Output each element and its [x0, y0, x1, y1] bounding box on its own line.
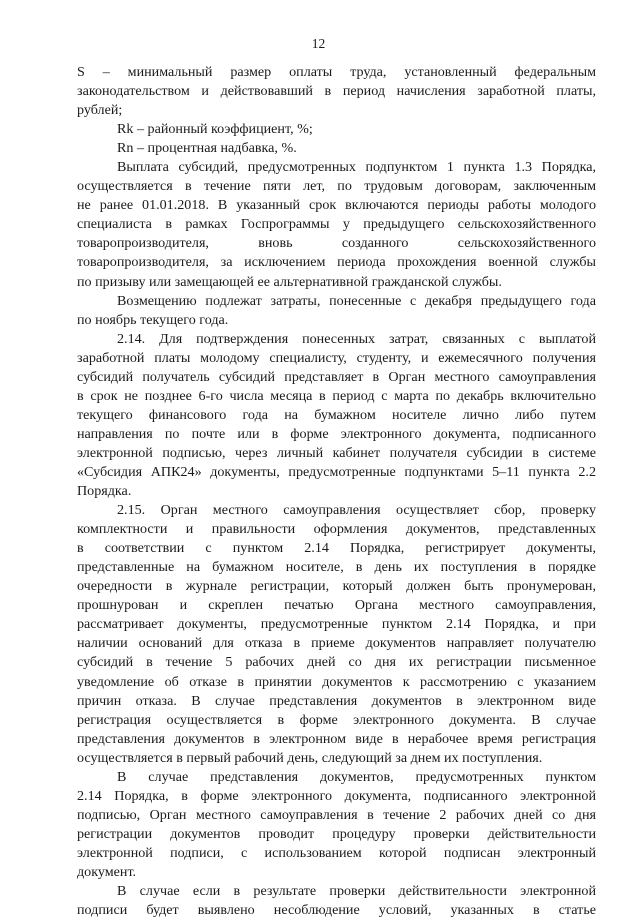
text-line: В случае представления документов, предусмотренных пунктом — [117, 768, 596, 785]
text-line: Порядка. — [77, 483, 132, 500]
page-number: 12 — [311, 36, 326, 51]
text-line: товаропроизводителя, вновь созданного сельскохозяйственного — [77, 235, 596, 252]
text-line: наличии оснований для отказа в приеме документов направляет получателю — [77, 635, 596, 652]
text-line: представления документов в электронном виде в нерабочее время регистрация — [77, 730, 596, 747]
document-body — [77, 63, 596, 920]
text-line: законодательством и действовавший в период начисления заработной платы, — [77, 83, 596, 100]
text-line: регистрации документов проводит процедуру проверки действительности — [77, 825, 596, 842]
text-line: в срок не позднее 6-го числа месяца в период с марта по декабрь включительно — [77, 387, 596, 404]
text-line: рассматривает документы, предусмотренные пунктом 2.14 Порядка, и при — [77, 616, 596, 633]
text-line: В случае если в результате проверки действительности электронной — [117, 883, 596, 900]
text-line: регистрация осуществляется в форме электронного документа. В случае — [77, 711, 596, 728]
text-line: комплектности и правильности оформления документов, представленных — [77, 521, 596, 538]
text-line: не ранее 01.01.2018. В указанный срок включаются периоды работы молодого — [77, 197, 596, 214]
text-line: товаропроизводителя, за исключением периода прохождения военной службы — [77, 254, 596, 271]
text-line: осуществляется в первый рабочий день, следующий за днем их поступления. — [77, 749, 543, 766]
text-line: уведомление об отказе в принятии документов к рассмотрению с указанием — [77, 673, 596, 690]
text-line: причин отказа. В случае представления документов в электронном виде — [77, 692, 596, 709]
text-line: электронной подписи, с использованием которой подписан электронный — [77, 844, 596, 861]
text-line: заработной платы молодому специалисту, студенту, и ежемесячного получения — [77, 349, 596, 366]
text-line: Выплата субсидий, предусмотренных подпунктом 1 пункта 1.3 Порядка, — [117, 159, 596, 176]
text-line: представленные на бумажном носителе, в день их поступления в порядке — [77, 559, 596, 576]
text-line: подписи будет выявлено несоблюдение условий, указанных в статье — [77, 902, 596, 919]
text-line: Rn – процентная надбавка, %. — [117, 140, 297, 157]
text-line: субсидий в течение 5 рабочих дней со дня их регистрации письменное — [77, 654, 596, 671]
text-line: электронной подписью, через личный кабинет получателя субсидии в системе — [77, 444, 596, 461]
text-line: осуществляется в течение пяти лет, по трудовым договорам, заключенным — [77, 178, 596, 195]
text-line: специалиста в рамках Госпрограммы у предыдущего сельскохозяйственного — [77, 216, 596, 233]
text-line: по призыву или замещающей ее альтернативной гражданской службы. — [77, 273, 502, 290]
text-line: рублей; — [77, 102, 123, 119]
text-line: очередности в журнале регистрации, который должен быть пронумерован, — [77, 578, 596, 595]
text-line: документ. — [77, 863, 137, 880]
text-line: прошнурован и скреплен печатью Органа местного самоуправления, — [77, 597, 596, 614]
text-line: Возмещению подлежат затраты, понесенные с декабря предыдущего года — [117, 292, 596, 309]
text-line: субсидий получатель субсидий представляет в Орган местного самоуправления — [77, 368, 596, 385]
text-line: направления по почте или в форме электронного документа, подписанного — [77, 425, 596, 442]
text-line: 2.15. Орган местного самоуправления осуществляет сбор, проверку — [117, 502, 596, 519]
text-line: 2.14. Для подтверждения понесенных затрат, связанных с выплатой — [117, 330, 596, 347]
text-line: текущего финансового года на бумажном носителе лично либо путем — [77, 406, 596, 423]
text-line: в соответствии с пунктом 2.14 Порядка, регистрирует документы, — [77, 540, 596, 557]
text-line: «Субсидия АПК24» документы, предусмотренные подпунктами 5–11 пункта 2.2 — [77, 463, 596, 480]
text-line: подписью, Орган местного самоуправления в течение 2 рабочих дней со дня — [77, 806, 596, 823]
text-line: Rk – районный коэффициент, %; — [117, 121, 313, 138]
text-line: 2.14 Порядка, в форме электронного документа, подписанного электронной — [77, 787, 596, 804]
text-line: по ноябрь текущего года. — [77, 311, 229, 328]
text-line: S – минимальный размер оплаты труда, установленный федеральным — [77, 64, 596, 80]
